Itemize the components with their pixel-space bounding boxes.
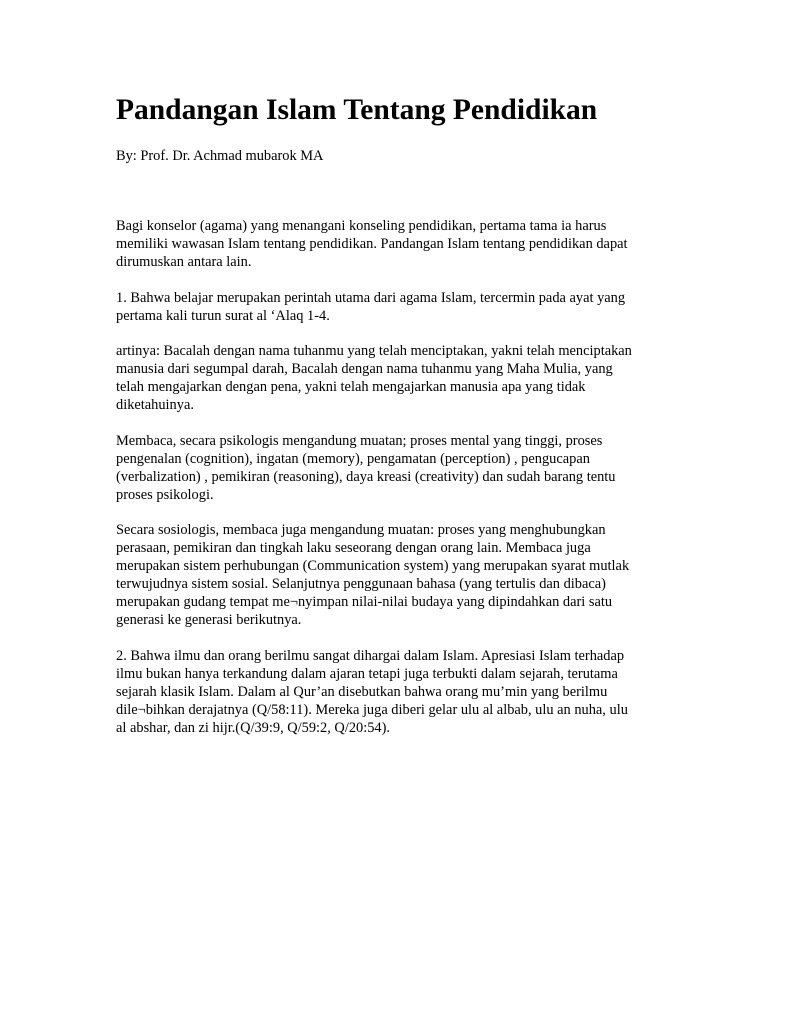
paragraph-translation: artinya: Bacalah dengan nama tuhanmu yang telah menciptakan, yakni telah menciptakan manusia dari segumpal darah, Bacalah dengan nama tuhanmu yang Maha Mulia, yang telah mengajarkan dengan pena, yakni telah mengajarkan manusia apa yang tidak diketahuinya. bbox=[116, 343, 632, 413]
paragraph-sociological: Secara sosiologis, membaca juga mengandung muatan: proses yang menghubungkan perasaan, pemikiran dan tingkah laku seseorang dengan orang lain. Membaca juga merupakan sistem perhubungan (Communication system) yang merupakan syarat mutlak terwujudnya sistem sosial. Selanjutnya penggunaan bahasa (yang tertulis dan dibaca) merupakan gudang tempat me¬nyimpan nilai-nilai budaya yang dipindahkan dari satu generasi ke generasi berikutnya. bbox=[116, 522, 630, 628]
document-page bbox=[116, 88, 676, 754]
document-body bbox=[116, 217, 676, 737]
document-title: Pandangan Islam Tentang Pendidikan bbox=[116, 94, 598, 126]
paragraph-intro: Bagi konselor (agama) yang menangani konseling pendidikan, pertama tama ia harus memiliki wawasan Islam tentang pendidikan. Pandangan Islam tentang pendidikan dapat dirumuskan antara lain. bbox=[116, 218, 628, 270]
paragraph-point-1: 1. Bahwa belajar merupakan perintah utama dari agama Islam, tercermin pada ayat yang pertama kali turun surat al ‘Alaq 1-4. bbox=[116, 289, 626, 324]
paragraph-psychological: Membaca, secara psikologis mengandung muatan; proses mental yang tinggi, proses pengenalan (cognition), ingatan (memory), pengamatan (perception) , pengucapan (verbalization) , pemikiran (reasoning), daya kreasi (creativity) dan sudah barang tentu proses psikologi. bbox=[116, 432, 616, 503]
paragraph-point-2: 2. Bahwa ilmu dan orang berilmu sangat dihargai dalam Islam. Apresiasi Islam terhadap ilmu bukan hanya terkandung dalam ajaran tetapi juga terbukti dalam sejarah, terutama sejarah klasik Islam. Dalam al Qur’an disebutkan bahwa orang mu’min yang berilmu dile¬bihkan derajatnya (Q/58:11). Mereka juga diberi gelar ulu al albab, ulu an nuha, ulu al abshar, dan zi hijr.(Q/39:9, Q/59:2, Q/20:54). bbox=[116, 647, 628, 736]
author-byline: By: Prof. Dr. Achmad mubarok MA bbox=[116, 148, 324, 164]
